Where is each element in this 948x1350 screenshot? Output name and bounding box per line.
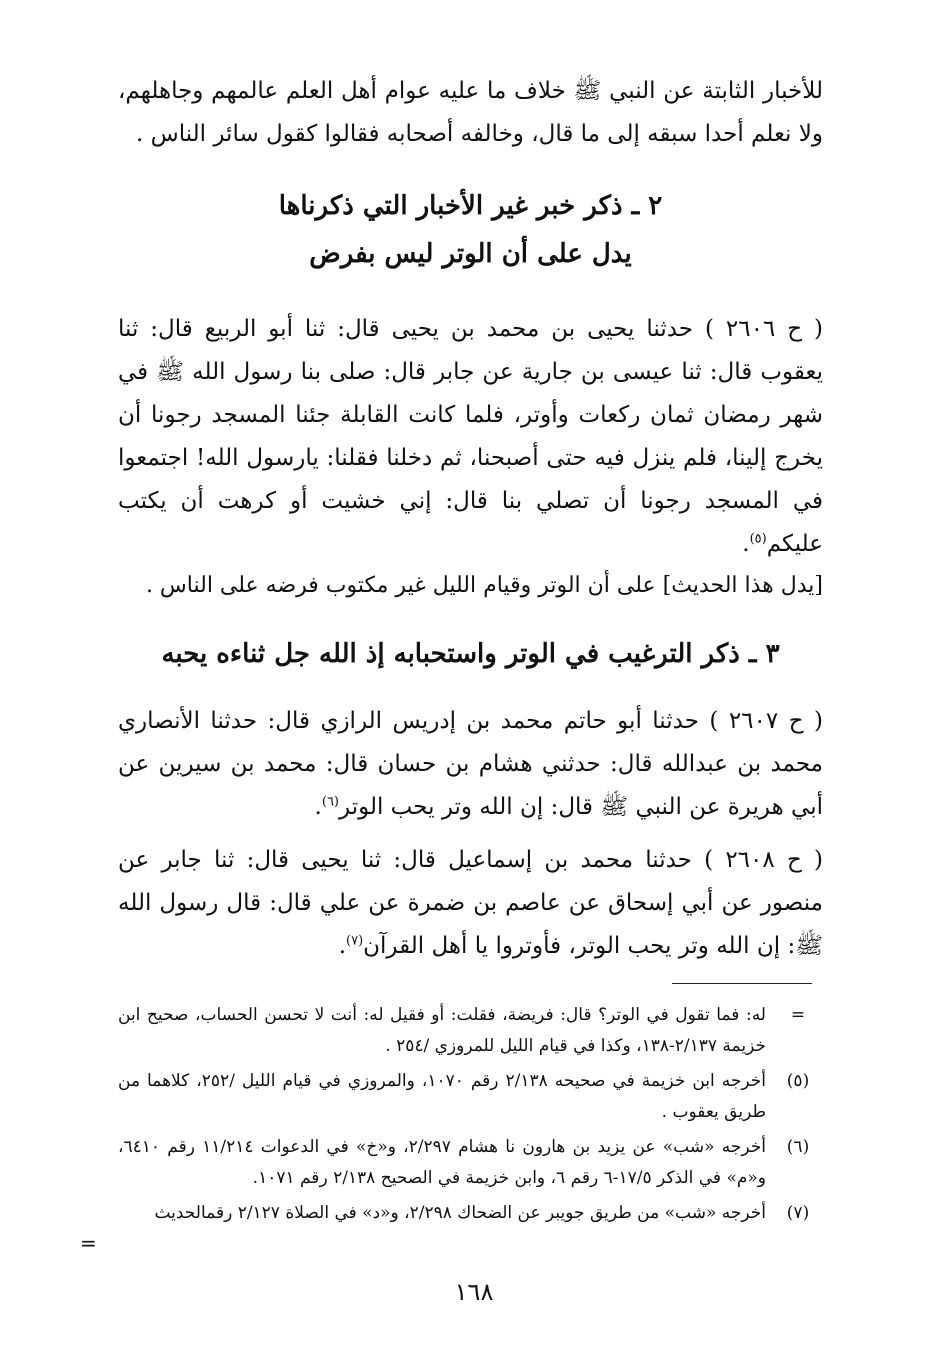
footnote-6 [118,1132,818,1194]
hadith-2606 [118,308,823,566]
footnote-5 [118,1066,818,1128]
footnote-continued [118,1000,818,1062]
footnote-ref-6: (٦) [321,794,339,810]
conclusion-text: [يدل هذا الحديث] على أن الوتر وقيام الليل غير مكتوب فرضه على الناس . [145,573,823,598]
continuation-mark: = [80,1231,97,1255]
hadith-2607-end: . [314,794,322,820]
footnote-marker: (٥) [786,1071,810,1091]
hadith-2607 [118,700,823,829]
section-heading-2-line1: ٢ ـ ذكر خبر غير الأخبار التي ذكرناها [278,191,663,221]
hadith-2608-end: . [338,933,347,959]
footnote-text: أخرجه «شب» عن يزيد بن هارون نا هشام ٢/٢٩٧، و«خ» في الدعوات ١١/٢١٤ رقم ٦٤١٠، و«م» في الذكر ١٧/٥-٦ رقم ٦، وابن خزيمة في الصحيح ٢/١٣٨ رقم ١٠٧١. [118,1137,766,1188]
hadith-2608 [118,839,823,968]
footnotes [118,1000,818,1233]
main-text [118,70,823,968]
footnote-7 [118,1198,818,1229]
hadith-2608-text: ( ح ٢٦٠٨ ) حدثنا محمد بن إسماعيل قال: ثنا يحيى قال: ثنا جابر عن منصور عن أبي إسحاق عن عاصم بن ضمرة عن علي قال: قال رسول الله ﷺ: إن الله وتر يحب الوتر، فأوتروا يا أهل القرآن [118,847,823,959]
footnote-marker: (٦) [786,1137,810,1157]
footnote-text: أخرجه ابن خزيمة في صحيحه ٢/١٣٨ رقم ١٠٧٠، والمروزي في قيام الليل /٢٥٢، كلاهما من طريق يعقوب . [118,1071,766,1122]
section-heading-2-line2: يدل على أن الوتر ليس بفرض [309,239,632,269]
footnote-text: له: فما تقول في الوتر؟ قال: فريضة، فقلت: أو فقيل له: أنت لا تحسن الحساب، صحيح ابن خزيمة ٢/١٣٧-١٣٨، وكذا في قيام الليل للمروزي /٢٥٤ . [118,1005,766,1056]
hadith-2606-text: ( ح ٢٦٠٦ ) حدثنا يحيى بن محمد بن يحيى قال: ثنا أبو الربيع قال: ثنا يعقوب قال: ثنا عيسى بن جارية عن جابر قال: صلى بنا رسول الله ﷺ في شهر رمضان ثمان ركعات وأوتر، فلما كانت القابلة جئنا المسجد رجونا أن يخرج إلينا، فلم ينزل فيه حتى أصبحنا، ثم دخلنا فقلنا: يارسول الله! اجتمعوا في المسجد رجونا أن تصلي بنا قال: إني خشيت أو كرهت أن يكتب عليكم [118,316,823,557]
page-number: ١٦٨ [454,1278,494,1306]
hadith-2606-end: . [742,531,750,557]
footnote-text: أخرجه «شب» من طريق جويبر عن الضحاك ٢/٢٩٨، و«د» في الصلاة ٢/١٢٧ رقمالحديث [154,1203,766,1223]
footnote-ref-7: (٧) [346,933,364,949]
footnote-separator [672,983,812,984]
footnote-marker: = [790,1005,806,1025]
section-heading-3: ٣ ـ ذكر الترغيب في الوتر واستحبابه إذ الله جل ثناءه يحبه [161,639,780,669]
intro-paragraph: للأخبار الثابتة عن النبي ﷺ خلاف ما عليه عوام أهل العلم عالمهم وجاهلهم، ولا نعلم أحدا سبقه إلى ما قال، وخالفه أصحابه فقالوا كقول سائر الناس . [118,78,823,147]
section-heading-2 [118,182,823,278]
footnote-marker: (٧) [786,1203,810,1223]
footnote-ref-5: (٥) [749,531,767,547]
hadith-2607-text: ( ح ٢٦٠٧ ) حدثنا أبو حاتم محمد بن إدريس الرازي قال: حدثنا الأنصاري محمد بن عبدالله قال: حدثني هشام بن حسان قال: محمد بن سيرين عن أبي هريرة عن النبي ﷺ قال: إن الله وتر يحب الوتر [118,708,823,820]
